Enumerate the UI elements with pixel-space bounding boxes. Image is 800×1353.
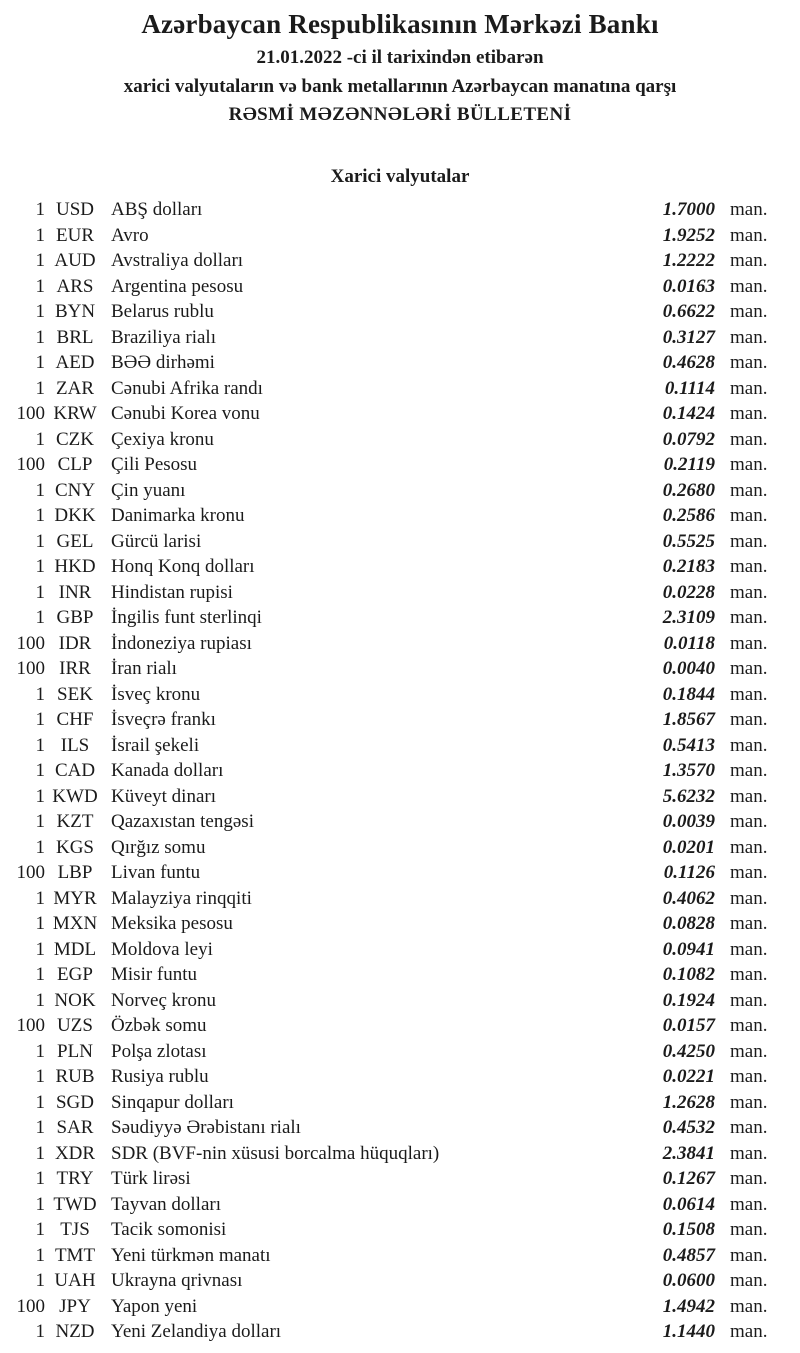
quantity-value: 1 xyxy=(35,1219,45,1240)
rate-row xyxy=(0,988,800,1014)
rate-value: 0.4062 xyxy=(662,887,715,909)
rate-value: 0.1114 xyxy=(664,377,715,399)
rate-row xyxy=(0,911,800,937)
currency-name: Cənubi Afrika randı xyxy=(111,377,263,399)
rate-row xyxy=(0,299,800,325)
rate-value: 0.0600 xyxy=(662,1270,715,1291)
unit-label: man. xyxy=(730,1040,768,1062)
rate-row xyxy=(0,1039,800,1065)
currency-name: Misir funtu xyxy=(111,964,198,985)
quantity-value: 1 xyxy=(35,505,45,526)
currency-code: IRR xyxy=(59,658,91,679)
currency-name: Yeni türkmən manatı xyxy=(111,1244,271,1266)
unit-label: man. xyxy=(730,607,768,628)
unit-label: man. xyxy=(730,1193,768,1215)
rate-value: 0.0201 xyxy=(662,836,715,858)
rate-value: 0.2119 xyxy=(663,454,715,475)
currency-code: LBP xyxy=(57,862,93,883)
currency-code: NOK xyxy=(54,989,96,1011)
quantity-value: 100 xyxy=(16,403,45,424)
currency-name: Tacik somonisi xyxy=(111,1219,227,1240)
rate-value: 0.0221 xyxy=(662,1066,715,1087)
currency-code: IDR xyxy=(58,632,92,654)
unit-label: man. xyxy=(730,403,768,424)
currency-name: Rusiya rublu xyxy=(111,1066,209,1087)
currency-code: SGD xyxy=(55,1091,94,1113)
unit-label: man. xyxy=(730,1117,768,1138)
currency-name: Yapon yeni xyxy=(111,1295,198,1317)
quantity-value: 1 xyxy=(35,352,45,373)
currency-code: AED xyxy=(55,352,95,373)
quantity-value: 1 xyxy=(35,836,45,858)
rate-value: 0.4532 xyxy=(662,1117,715,1138)
currency-code: KZT xyxy=(56,811,94,832)
unit-label: man. xyxy=(730,1244,768,1266)
unit-label: man. xyxy=(730,352,768,373)
rate-row xyxy=(0,605,800,631)
rate-row xyxy=(0,1013,800,1039)
currency-name: Kanada dolları xyxy=(111,760,224,781)
rate-value: 0.0828 xyxy=(662,913,715,934)
section-title-foreign-currencies: Xarici valyutalar xyxy=(330,166,470,187)
quantity-value: 1 xyxy=(35,224,45,246)
currency-code: UAH xyxy=(54,1270,96,1291)
currency-code: TRY xyxy=(56,1168,94,1189)
quantity-value: 1 xyxy=(35,581,45,603)
effective-date-line: 21.01.2022 -ci il tarixindən etibarən xyxy=(256,47,544,68)
rate-row xyxy=(0,376,800,402)
currency-name: İsveç kronu xyxy=(111,683,201,705)
rate-row xyxy=(0,784,800,810)
unit-label: man. xyxy=(730,1168,768,1189)
unit-label: man. xyxy=(730,224,768,246)
unit-label: man. xyxy=(730,964,768,985)
rate-row xyxy=(0,733,800,759)
unit-label: man. xyxy=(730,530,768,552)
rate-row xyxy=(0,1319,800,1345)
rate-row xyxy=(0,1268,800,1294)
unit-label: man. xyxy=(730,632,768,654)
rate-value: 1.2222 xyxy=(662,250,715,271)
rate-row xyxy=(0,197,800,223)
bank-name-title: Azərbaycan Respublikasının Mərkəzi Bankı xyxy=(141,9,659,39)
quantity-value: 1 xyxy=(35,199,45,220)
currency-name: İran rialı xyxy=(111,658,177,679)
rate-row xyxy=(0,656,800,682)
rate-row xyxy=(0,248,800,274)
currency-name: Hindistan rupisi xyxy=(111,581,233,603)
quantity-value: 100 xyxy=(16,1295,45,1317)
rate-value: 0.0228 xyxy=(662,581,715,603)
rate-row xyxy=(0,503,800,529)
rate-value: 0.3127 xyxy=(662,326,715,348)
currency-name: Argentina pesosu xyxy=(111,275,244,297)
unit-label: man. xyxy=(730,1015,768,1036)
rate-row xyxy=(0,401,800,427)
currency-name: Tayvan dolları xyxy=(111,1193,221,1215)
rate-value: 0.4250 xyxy=(662,1040,715,1062)
rate-row xyxy=(0,1217,800,1243)
rate-row xyxy=(0,962,800,988)
rate-row xyxy=(0,835,800,861)
currency-code: MYR xyxy=(53,887,97,909)
rate-row xyxy=(0,1192,800,1218)
currency-name: Meksika pesosu xyxy=(111,913,233,934)
rate-value: 1.3570 xyxy=(662,760,715,781)
currency-code: ARS xyxy=(56,275,94,297)
quantity-value: 1 xyxy=(35,250,45,271)
currency-name: Sinqapur dolları xyxy=(111,1091,234,1113)
currency-name: Çin yuanı xyxy=(111,479,186,501)
currency-name: Gürcü larisi xyxy=(111,530,202,552)
quantity-value: 1 xyxy=(35,683,45,705)
unit-label: man. xyxy=(730,1219,768,1240)
rate-row xyxy=(0,1090,800,1116)
rate-value: 1.9252 xyxy=(662,224,715,246)
currency-name: İsveçrə frankı xyxy=(111,709,216,730)
currency-code: CHF xyxy=(56,709,94,730)
quantity-value: 1 xyxy=(35,556,45,577)
unit-label: man. xyxy=(730,1091,768,1113)
rate-row xyxy=(0,350,800,376)
rate-value: 0.0792 xyxy=(662,428,715,450)
unit-label: man. xyxy=(730,913,768,934)
currency-name: Özbək somu xyxy=(111,1015,207,1036)
rate-value: 0.5413 xyxy=(662,734,715,756)
unit-label: man. xyxy=(730,1270,768,1291)
currency-code: TWD xyxy=(53,1193,97,1215)
currency-code: GBP xyxy=(56,607,94,628)
currency-code: HKD xyxy=(54,556,96,577)
currency-code: UZS xyxy=(57,1015,93,1036)
rate-value: 0.2183 xyxy=(662,556,715,577)
currency-code: ZAR xyxy=(56,377,94,399)
quantity-value: 1 xyxy=(35,811,45,832)
rate-value: 5.6232 xyxy=(662,785,715,807)
rate-row xyxy=(0,1294,800,1320)
rate-row xyxy=(0,580,800,606)
currency-code: BYN xyxy=(54,301,96,322)
currency-name: ABŞ dolları xyxy=(111,199,203,220)
rate-value: 1.4942 xyxy=(662,1295,715,1317)
rate-value: 0.0163 xyxy=(662,275,715,297)
rate-row xyxy=(0,1115,800,1141)
currency-name: Qırğız somu xyxy=(111,836,206,858)
currency-code: INR xyxy=(58,581,92,603)
unit-label: man. xyxy=(730,556,768,577)
currency-name: Moldova leyi xyxy=(111,938,213,960)
rate-row xyxy=(0,1141,800,1167)
currency-name: Qazaxıstan tengəsi xyxy=(111,811,254,832)
currency-name: İndoneziya rupiası xyxy=(111,632,252,654)
currency-code: CAD xyxy=(54,760,96,781)
quantity-value: 1 xyxy=(35,913,45,934)
quantity-value: 1 xyxy=(35,1321,45,1342)
quantity-value: 1 xyxy=(35,1091,45,1113)
rate-value: 0.2586 xyxy=(662,505,715,526)
rate-row xyxy=(0,682,800,708)
bulletin-subtitle: xarici valyutaların və bank metallarının Azərbaycan manatına qarşı xyxy=(123,76,677,97)
quantity-value: 100 xyxy=(16,862,45,883)
rate-value: 0.0941 xyxy=(662,938,715,960)
quantity-value: 1 xyxy=(35,709,45,730)
currency-name: İsrail şekeli xyxy=(111,734,200,756)
rate-row xyxy=(0,452,800,478)
unit-label: man. xyxy=(730,505,768,526)
currency-code: CZK xyxy=(56,428,94,450)
unit-label: man. xyxy=(730,760,768,781)
quantity-value: 100 xyxy=(16,632,45,654)
quantity-value: 1 xyxy=(35,530,45,552)
rate-value: 2.3109 xyxy=(662,607,715,628)
currency-code: CNY xyxy=(54,479,96,501)
currency-name: Livan funtu xyxy=(111,862,201,883)
currency-code: CLP xyxy=(57,454,93,475)
unit-label: man. xyxy=(730,581,768,603)
unit-label: man. xyxy=(730,1295,768,1317)
unit-label: man. xyxy=(730,1066,768,1087)
currency-code: MDL xyxy=(53,938,97,960)
unit-label: man. xyxy=(730,862,768,883)
rate-value: 0.0040 xyxy=(662,658,715,679)
rate-value: 0.1424 xyxy=(662,403,715,424)
rate-value: 0.0157 xyxy=(662,1015,715,1036)
unit-label: man. xyxy=(730,377,768,399)
quantity-value: 1 xyxy=(35,275,45,297)
currency-name: Çexiya kronu xyxy=(111,428,214,450)
quantity-value: 1 xyxy=(35,1142,45,1164)
document-header xyxy=(0,0,800,125)
currency-code: XDR xyxy=(54,1142,96,1164)
currency-code: BRL xyxy=(56,326,94,348)
rate-value: 0.1508 xyxy=(662,1219,715,1240)
rate-row xyxy=(0,554,800,580)
currency-code: JPY xyxy=(59,1295,91,1317)
quantity-value: 1 xyxy=(35,479,45,501)
currency-name: İngilis funt sterlinqi xyxy=(111,607,262,628)
currency-code: PLN xyxy=(57,1040,93,1062)
currency-code: ILS xyxy=(60,734,90,756)
unit-label: man. xyxy=(730,1321,768,1342)
unit-label: man. xyxy=(730,836,768,858)
unit-label: man. xyxy=(730,479,768,501)
unit-label: man. xyxy=(730,275,768,297)
currency-name: Braziliya rialı xyxy=(111,326,216,348)
rate-row xyxy=(0,478,800,504)
unit-label: man. xyxy=(730,301,768,322)
rate-value: 0.1267 xyxy=(662,1168,715,1189)
rate-value: 1.1440 xyxy=(662,1321,715,1342)
rate-value: 0.2680 xyxy=(662,479,715,501)
currency-code: GEL xyxy=(56,530,94,552)
currency-code: TJS xyxy=(60,1219,90,1240)
currency-code: SEK xyxy=(57,683,93,705)
rate-value: 2.3841 xyxy=(662,1142,715,1164)
rate-row xyxy=(0,1166,800,1192)
rate-row xyxy=(0,809,800,835)
unit-label: man. xyxy=(730,709,768,730)
unit-label: man. xyxy=(730,734,768,756)
currency-name: BƏƏ dirhəmi xyxy=(111,352,215,373)
currency-name: Çili Pesosu xyxy=(111,454,198,475)
rate-row xyxy=(0,427,800,453)
currency-name: Küveyt dinarı xyxy=(111,785,217,807)
currency-code: RUB xyxy=(55,1066,95,1087)
quantity-value: 1 xyxy=(35,301,45,322)
rate-row xyxy=(0,631,800,657)
currency-name: Malayziya rinqqiti xyxy=(111,887,252,909)
unit-label: man. xyxy=(730,1142,768,1164)
quantity-value: 1 xyxy=(35,1270,45,1291)
currency-name: Türk lirəsi xyxy=(111,1168,191,1189)
currency-name: Ukrayna qrivnası xyxy=(111,1270,243,1291)
currency-code: KGS xyxy=(55,836,94,858)
rate-value: 0.0614 xyxy=(662,1193,715,1215)
rate-row xyxy=(0,1243,800,1269)
quantity-value: 1 xyxy=(35,964,45,985)
currency-name: SDR (BVF-nin xüsusi borcalma hüquqları) xyxy=(111,1142,440,1164)
quantity-value: 1 xyxy=(35,1117,45,1138)
rate-value: 0.4857 xyxy=(662,1244,715,1266)
currency-code: AUD xyxy=(54,250,96,271)
unit-label: man. xyxy=(730,938,768,960)
currency-name: Norveç kronu xyxy=(111,989,216,1011)
quantity-value: 1 xyxy=(35,1193,45,1215)
quantity-value: 1 xyxy=(35,1040,45,1062)
rate-value: 1.8567 xyxy=(662,709,715,730)
unit-label: man. xyxy=(730,887,768,909)
rate-row xyxy=(0,860,800,886)
bulletin-title: RƏSMİ MƏZƏNNƏLƏRİ BÜLLETENİ xyxy=(228,104,572,125)
unit-label: man. xyxy=(730,250,768,271)
rate-row xyxy=(0,223,800,249)
currency-code: TMT xyxy=(54,1244,96,1266)
currency-name: Honq Konq dolları xyxy=(111,556,255,577)
quantity-value: 1 xyxy=(35,326,45,348)
currency-code: MXN xyxy=(52,913,98,934)
rate-row xyxy=(0,937,800,963)
rate-value: 0.1126 xyxy=(663,862,715,883)
quantity-value: 1 xyxy=(35,377,45,399)
unit-label: man. xyxy=(730,785,768,807)
currency-code: EGP xyxy=(57,964,93,985)
quantity-value: 1 xyxy=(35,760,45,781)
rates-table xyxy=(0,197,800,1345)
rate-row xyxy=(0,1064,800,1090)
unit-label: man. xyxy=(730,683,768,705)
quantity-value: 100 xyxy=(16,454,45,475)
unit-label: man. xyxy=(730,989,768,1011)
unit-label: man. xyxy=(730,658,768,679)
rate-value: 1.7000 xyxy=(662,199,715,220)
rate-row xyxy=(0,325,800,351)
currency-name: Belarus rublu xyxy=(111,301,214,322)
currency-name: Polşa zlotası xyxy=(111,1040,207,1062)
quantity-value: 1 xyxy=(35,428,45,450)
unit-label: man. xyxy=(730,326,768,348)
currency-name: Avstraliya dolları xyxy=(111,250,244,271)
quantity-value: 1 xyxy=(35,989,45,1011)
quantity-value: 1 xyxy=(35,1168,45,1189)
rate-row xyxy=(0,707,800,733)
quantity-value: 1 xyxy=(35,1244,45,1266)
currency-name: Yeni Zelandiya dolları xyxy=(111,1321,282,1342)
rate-value: 0.1844 xyxy=(662,683,715,705)
currency-code: NZD xyxy=(55,1321,95,1342)
quantity-value: 1 xyxy=(35,607,45,628)
rate-row xyxy=(0,529,800,555)
rate-row xyxy=(0,274,800,300)
quantity-value: 1 xyxy=(35,1066,45,1087)
quantity-value: 1 xyxy=(35,734,45,756)
rate-value: 0.1924 xyxy=(662,989,715,1011)
currency-name: Cənubi Korea vonu xyxy=(111,403,260,424)
unit-label: man. xyxy=(730,428,768,450)
rate-value: 0.1082 xyxy=(662,964,715,985)
quantity-value: 100 xyxy=(16,658,45,679)
currency-code: KWD xyxy=(52,785,98,807)
currency-code: KRW xyxy=(53,403,97,424)
unit-label: man. xyxy=(730,199,768,220)
currency-code: USD xyxy=(55,199,94,220)
currency-code: SAR xyxy=(56,1117,94,1138)
currency-code: DKK xyxy=(54,505,96,526)
quantity-value: 1 xyxy=(35,887,45,909)
rate-row xyxy=(0,758,800,784)
rate-value: 1.2628 xyxy=(662,1091,715,1113)
currency-code: EUR xyxy=(56,224,94,246)
rate-value: 0.6622 xyxy=(662,301,715,322)
quantity-value: 1 xyxy=(35,785,45,807)
rate-row xyxy=(0,886,800,912)
quantity-value: 100 xyxy=(16,1015,45,1036)
rate-value: 0.5525 xyxy=(662,530,715,552)
quantity-value: 1 xyxy=(35,938,45,960)
currency-name: Danimarka kronu xyxy=(111,505,245,526)
currency-name: Avro xyxy=(111,224,149,246)
currency-name: Səudiyyə Ərəbistanı rialı xyxy=(111,1117,301,1138)
rate-value: 0.0039 xyxy=(662,811,715,832)
rate-value: 0.4628 xyxy=(662,352,715,373)
rate-value: 0.0118 xyxy=(663,632,715,654)
unit-label: man. xyxy=(730,811,768,832)
unit-label: man. xyxy=(730,454,768,475)
